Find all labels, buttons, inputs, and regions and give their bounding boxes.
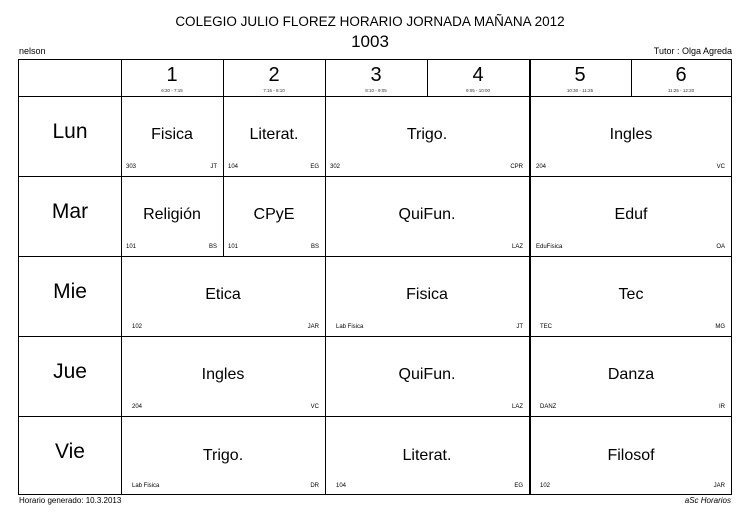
lesson-cell[interactable] <box>121 416 325 494</box>
period-time: 10:30 - 11:25 <box>566 88 594 93</box>
period-number: 2 <box>268 64 280 86</box>
lesson-teacher: VC <box>310 404 319 410</box>
lesson-subject: Etica <box>205 286 241 303</box>
lesson-cell[interactable] <box>531 96 731 176</box>
lesson-teacher: EG <box>310 164 319 170</box>
lesson-cell[interactable] <box>531 416 731 494</box>
lesson-teacher: BS <box>208 244 217 250</box>
period-number: 1 <box>166 64 178 86</box>
lesson-cell[interactable] <box>223 96 325 176</box>
lesson-room: 101 <box>228 244 239 250</box>
period-number: 5 <box>574 64 586 86</box>
lesson-cell[interactable] <box>325 176 529 256</box>
lesson-subject: Fisica <box>151 126 193 143</box>
group-code: 1003 <box>351 32 389 51</box>
tutor-label: Tutor : Olga Agreda <box>653 46 732 56</box>
lesson-teacher: CPR <box>510 164 523 170</box>
lesson-subject: Trigo. <box>406 126 448 143</box>
lesson-teacher: JT <box>516 324 523 330</box>
lesson-room: Lab Fisica <box>336 324 364 330</box>
period-time: 7:15 - 8:10 <box>263 88 285 93</box>
lesson-teacher: OA <box>716 244 725 250</box>
lesson-teacher: LAZ <box>511 404 523 410</box>
lesson-teacher: JAR <box>713 483 725 489</box>
timetable-grid <box>18 59 732 495</box>
lesson-cell[interactable] <box>121 96 223 176</box>
day-label: Mar <box>51 200 89 223</box>
lesson-subject: QuiFun. <box>398 206 456 223</box>
lesson-teacher: IR <box>719 404 725 410</box>
lesson-subject: CPyE <box>253 206 295 223</box>
lesson-room: TEC <box>540 324 552 330</box>
lesson-cell[interactable] <box>531 336 731 416</box>
user-label: nelson <box>19 46 46 56</box>
lesson-room: DANZ <box>540 404 557 410</box>
lesson-cell[interactable] <box>121 256 325 336</box>
lesson-subject: Eduf <box>614 206 648 223</box>
lesson-teacher: BS <box>310 244 319 250</box>
lesson-cell[interactable] <box>325 96 529 176</box>
lesson-subject: Ingles <box>609 126 653 143</box>
lesson-room: 102 <box>132 324 143 330</box>
period-time: 6:30 - 7:15 <box>161 88 183 93</box>
period-number: 3 <box>370 64 382 86</box>
lesson-room: 204 <box>536 164 547 170</box>
lesson-subject: Trigo. <box>202 447 244 464</box>
lesson-subject: Ingles <box>201 366 245 383</box>
lesson-cell[interactable] <box>325 256 529 336</box>
lesson-subject: Filosof <box>607 447 655 464</box>
lesson-subject: Danza <box>607 366 655 383</box>
lesson-subject: Literat. <box>402 447 452 464</box>
lesson-room: 104 <box>228 164 239 170</box>
period-time: 9:05 - 10:00 <box>465 88 491 93</box>
software-credit: aSc Horarios <box>684 496 731 505</box>
lesson-teacher: JT <box>210 164 217 170</box>
lesson-teacher: EG <box>514 483 523 489</box>
lesson-subject: Literat. <box>249 126 299 143</box>
lesson-room: 303 <box>126 164 137 170</box>
lesson-room: 101 <box>126 244 137 250</box>
lesson-cell[interactable] <box>121 336 325 416</box>
period-time: 8:10 - 9:05 <box>365 88 387 93</box>
period-time: 11:25 - 12:20 <box>667 88 695 93</box>
lesson-subject: Fisica <box>406 286 448 303</box>
lesson-room: 104 <box>336 483 347 489</box>
lesson-room: 204 <box>132 404 143 410</box>
lesson-cell[interactable] <box>325 336 529 416</box>
lesson-room: Lab Fisica <box>132 483 160 489</box>
period-number: 4 <box>472 64 484 86</box>
lesson-room: 302 <box>330 164 341 170</box>
lesson-cell[interactable] <box>223 176 325 256</box>
lesson-teacher: MG <box>715 324 725 330</box>
day-label: Lun <box>52 120 88 143</box>
period-number: 6 <box>675 64 687 86</box>
lesson-subject: Religión <box>143 206 201 223</box>
lesson-subject: Tec <box>618 286 644 303</box>
day-label: Mie <box>53 280 87 303</box>
lesson-subject: QuiFun. <box>398 366 456 383</box>
lesson-cell[interactable] <box>121 176 223 256</box>
lesson-room: EduFisica <box>536 244 563 250</box>
day-label: Jue <box>53 360 87 383</box>
day-label: Vie <box>55 440 85 463</box>
generated-date: Horario generado: 10.3.2013 <box>19 496 122 505</box>
lesson-cell[interactable] <box>531 176 731 256</box>
lesson-cell[interactable] <box>325 416 529 494</box>
lesson-teacher: DR <box>310 483 319 489</box>
lesson-teacher: LAZ <box>511 244 523 250</box>
lesson-teacher: JAR <box>307 324 319 330</box>
school-title: COLEGIO JULIO FLOREZ HORARIO JORNADA MAÑANA 2012 <box>175 14 565 29</box>
lesson-cell[interactable] <box>531 256 731 336</box>
lesson-room: 102 <box>540 483 551 489</box>
lesson-teacher: VC <box>716 164 725 170</box>
